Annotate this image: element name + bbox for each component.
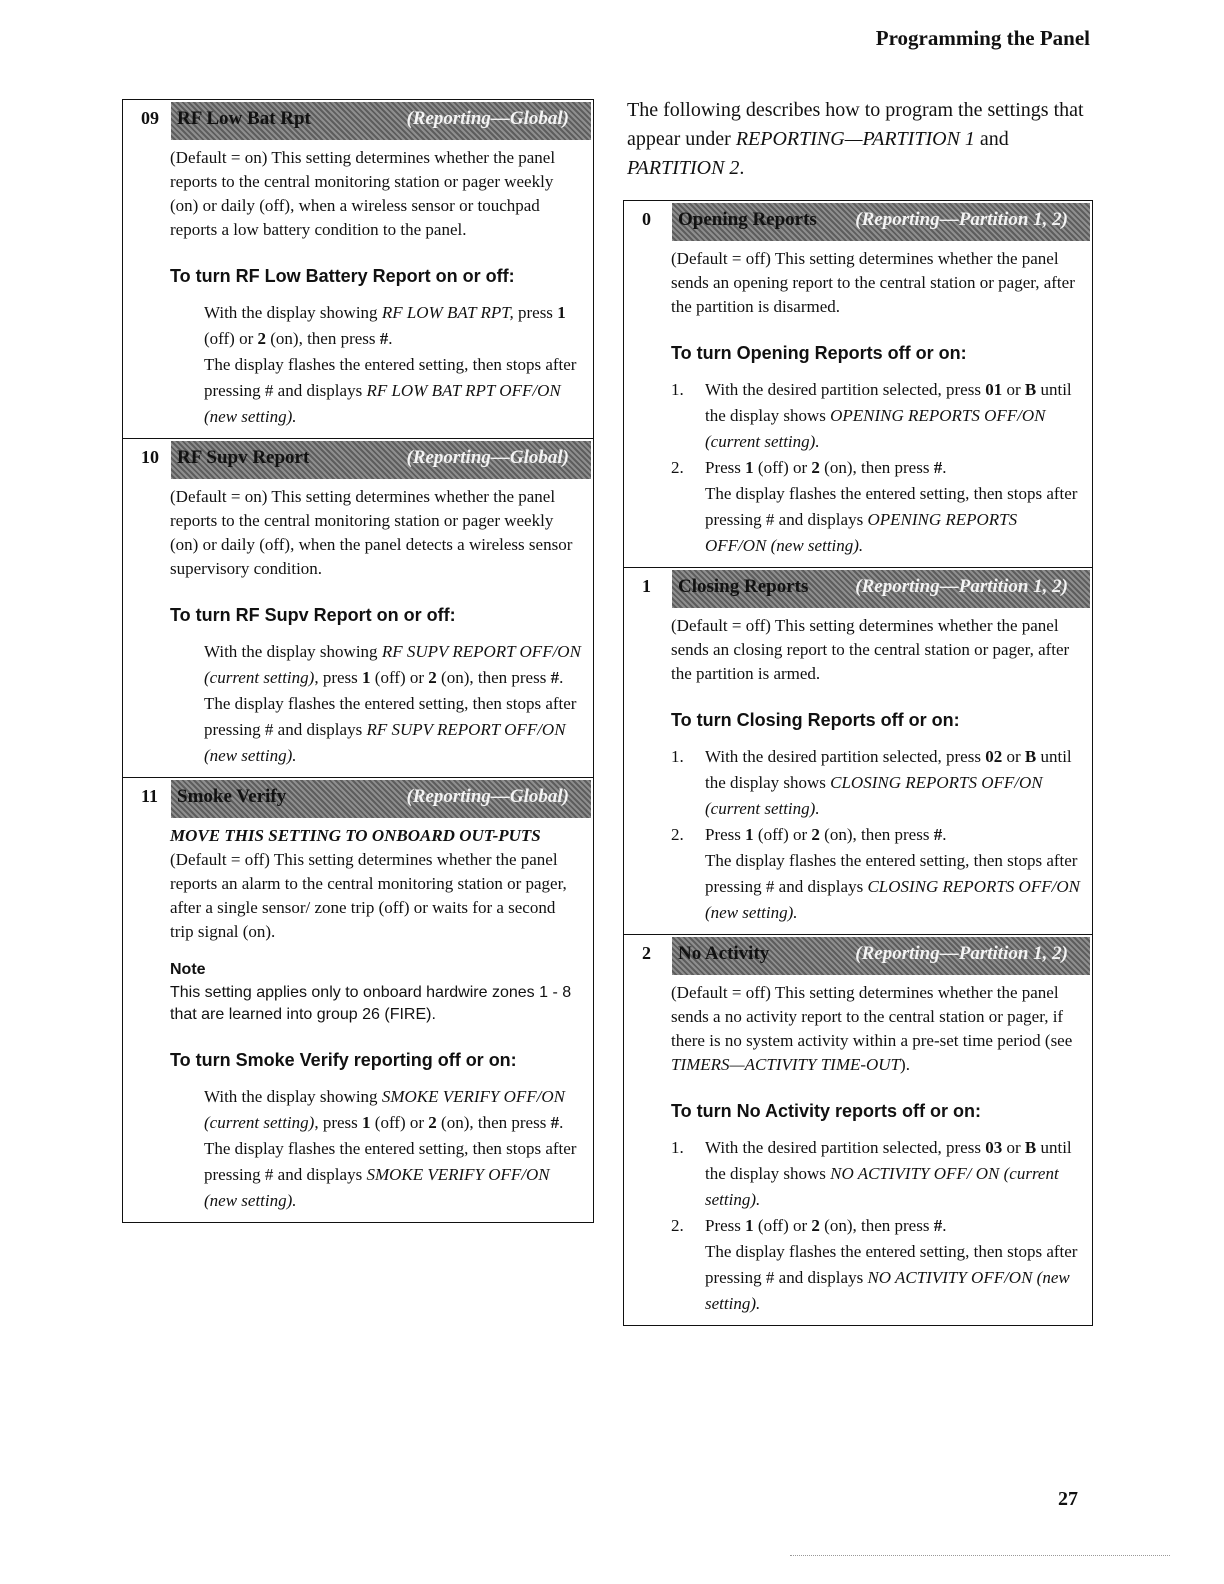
setting-title-bar <box>672 937 1090 975</box>
setting-title-bar <box>171 780 591 818</box>
setting-title: No Activity <box>678 943 770 964</box>
setting-title: RF Low Bat Rpt <box>177 108 311 129</box>
setting-number: 2 <box>642 943 651 963</box>
setting-title: Smoke Verify <box>177 786 287 807</box>
setting-2-header <box>624 935 1092 975</box>
setting-number: 0 <box>642 209 651 229</box>
intro-text: The following describes how to program the settings that appear under <box>627 99 1084 150</box>
setting-number: 11 <box>141 786 159 806</box>
instruction-text: With the display showing RF LOW BAT RPT, press 1 (off) or 2 (on), then press #. The display flashes the entered setting, then stops after pressing # and displays RF LOW BAT RPT OFF/ON (new setting). <box>204 303 577 426</box>
setting-title: Opening Reports <box>678 209 817 230</box>
intro-em-2: PARTITION 2 <box>627 157 740 179</box>
instruction-title: To turn Closing Reports off or on: <box>671 710 960 730</box>
setting-1-header <box>624 568 1092 608</box>
setting-09-box <box>122 99 594 438</box>
setting-description: (Default = off) This setting determines whether the panel sends an closing report to the central station or pager, after the partition is armed. <box>671 616 1070 683</box>
setting-category: (Reporting—Partition 1, 2) <box>855 209 1068 230</box>
setting-number: 10 <box>141 447 159 467</box>
setting-description: MOVE THIS SETTING TO ONBOARD OUT-PUTS (Default = off) This setting determines whether the panel reports an alarm to the central monitoring station or pager, after a single sensor/ zone trip (off) or waits for a second trip signal (on). <box>170 826 567 941</box>
setting-title-bar <box>171 441 591 479</box>
setting-category: (Reporting—Partition 1, 2) <box>855 943 1068 964</box>
setting-11-box <box>122 777 594 1222</box>
intro-em-1: REPORTING—PARTITION 1 <box>735 128 975 150</box>
setting-category: (Reporting—Global) <box>406 447 569 468</box>
page-number: 27 <box>1058 1488 1078 1510</box>
step-1: 1. With the desired partition selected, press 02 or B until the display shows CLOSING REPORTS OFF/ON (current setting). <box>671 747 1072 818</box>
setting-10-box <box>122 438 594 777</box>
step-2: 2. Press 1 (off) or 2 (on), then press #. The display flashes the entered setting, then stops after pressing # and displays CLOSING REPORTS OFF/ON (new setting). <box>671 825 1080 922</box>
setting-title: Closing Reports <box>678 576 809 597</box>
intro-text-2: and <box>974 128 1009 150</box>
setting-2-box <box>623 934 1093 1325</box>
footer-rule <box>790 1555 1170 1556</box>
step-2: 2. Press 1 (off) or 2 (on), then press #. The display flashes the entered setting, then stops after pressing # and displays NO ACTIVITY OFF/ON (new setting). <box>671 1216 1078 1313</box>
right-column <box>623 200 1093 1326</box>
instruction-title: To turn No Activity reports off or on: <box>671 1101 981 1121</box>
setting-09-header <box>123 100 593 140</box>
step-2: 2. Press 1 (off) or 2 (on), then press #. The display flashes the entered setting, then stops after pressing # and displays OPENING REPORTS OFF/ON (new setting). <box>671 458 1078 555</box>
setting-0-header <box>624 201 1092 241</box>
setting-1-box <box>623 567 1093 934</box>
setting-description: (Default = on) This setting determines whether the panel reports to the central monitoring station or pager weekly (on) or daily (off), when the panel detects a wireless sensor supervisory condition. <box>170 487 573 578</box>
page-header-title: Programming the Panel <box>875 26 1090 50</box>
move-notice: MOVE THIS SETTING TO ONBOARD OUT-PUTS <box>170 826 541 845</box>
intro-paragraph <box>627 96 1097 183</box>
step-1: 1. With the desired partition selected, press 01 or B until the display shows OPENING REPORTS OFF/ON (current setting). <box>671 380 1072 451</box>
setting-description: (Default = off) This setting determines whether the panel sends a no activity report to the central station or pager, if there is no system activity within a pre-set time period (see TIMERS—ACTIVITY TIME-OUT). <box>671 983 1073 1074</box>
instruction-title: To turn RF Low Battery Report on or off: <box>170 266 515 286</box>
setting-10-header <box>123 439 593 479</box>
step-1: 1. With the desired partition selected, press 03 or B until the display shows NO ACTIVITY OFF/ ON (current setting). <box>671 1138 1072 1209</box>
instruction-title: To turn Opening Reports off or on: <box>671 343 967 363</box>
instruction-text: With the display showing SMOKE VERIFY OFF/ON (current setting), press 1 (off) or 2 (on), then press #. The display flashes the entered setting, then stops after pressing # and displays SMOKE VERIFY OFF/ON (new setting). <box>204 1087 577 1210</box>
setting-title: RF Supv Report <box>177 447 310 468</box>
instruction-title: To turn Smoke Verify reporting off or on: <box>170 1050 517 1070</box>
setting-11-header <box>123 778 593 818</box>
setting-title-bar <box>672 203 1090 241</box>
setting-title-bar <box>171 102 591 140</box>
setting-number: 09 <box>141 108 159 128</box>
setting-category: (Reporting—Global) <box>406 786 569 807</box>
setting-title-bar <box>672 570 1090 608</box>
setting-description: (Default = on) This setting determines whether the panel reports to the central monitoring station or pager weekly (on) or daily (off), when a wireless sensor or touchpad reports a low battery condition to the panel. <box>170 148 556 239</box>
setting-number: 1 <box>642 576 651 596</box>
intro-text-3: . <box>739 157 745 179</box>
instruction-text: With the display showing RF SUPV REPORT OFF/ON (current setting), press 1 (off) or 2 (on), then press #. The display flashes the entered setting, then stops after pressing # and displays RF SUPV REPORT OFF/ON (new setting). <box>204 642 581 765</box>
instruction-title: To turn RF Supv Report on or off: <box>170 605 456 625</box>
setting-0-box <box>623 200 1093 567</box>
setting-category: (Reporting—Partition 1, 2) <box>855 576 1068 597</box>
note-heading: Note <box>170 961 206 978</box>
setting-description: (Default = off) This setting determines whether the panel sends an opening report to the central station or pager, after the partition is disarmed. <box>671 249 1075 316</box>
setting-category: (Reporting—Global) <box>406 108 569 129</box>
note-text: This setting applies only to onboard hardwire zones 1 - 8 that are learned into group 26 (FIRE). <box>170 984 572 1023</box>
left-column <box>122 99 594 1223</box>
